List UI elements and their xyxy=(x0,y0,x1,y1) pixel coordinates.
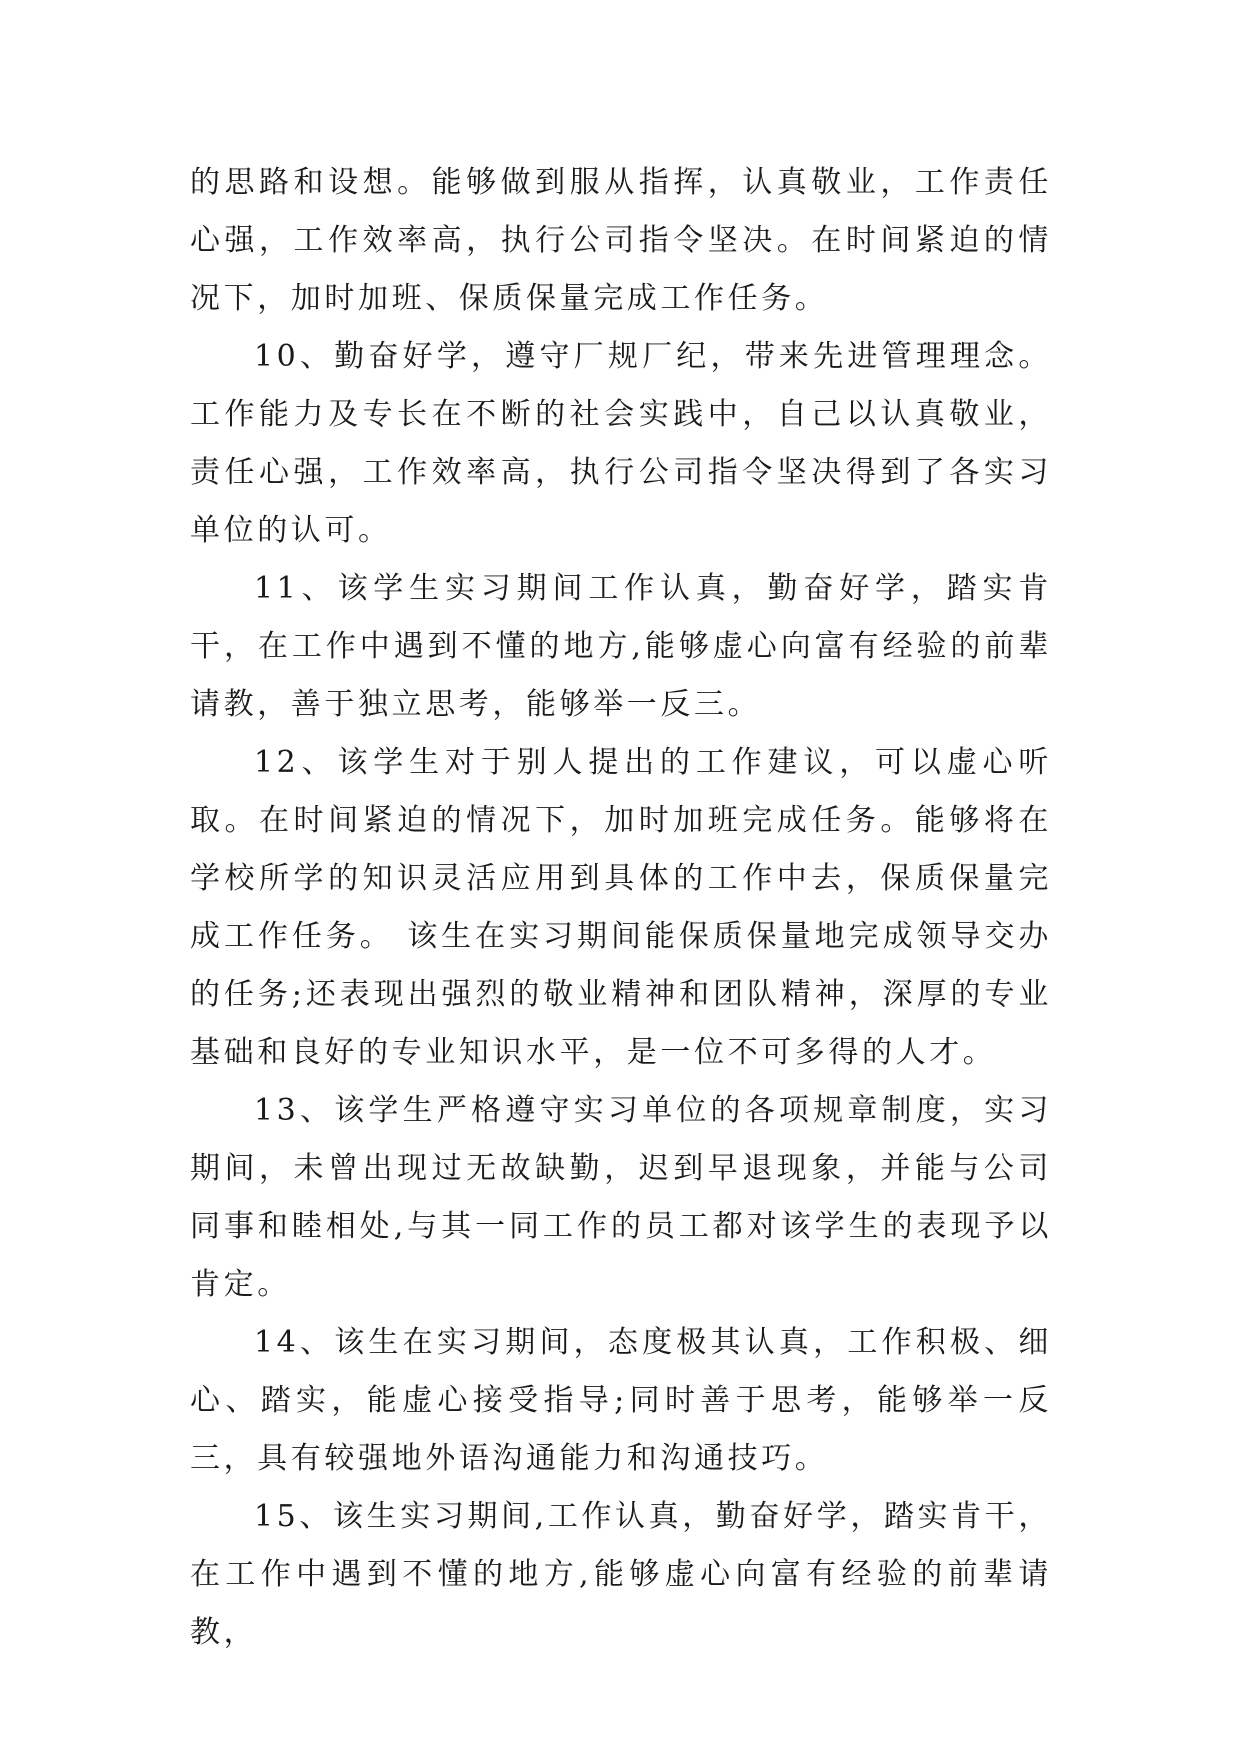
paragraph-item-10: 10、勤奋好学，遵守厂规厂纪，带来先进管理理念。工作能力及专长在不断的社会实践中，自己以认真敬业，责任心强，工作效率高，执行公司指令坚决得到了各实习单位的认可。 xyxy=(190,339,1052,548)
paragraph-continued: 的思路和设想。能够做到服从指挥，认真敬业，工作责任心强，工作效率高，执行公司指令坚决。在时间紧迫的情况下，加时加班、保质保量完成工作任务。 xyxy=(190,165,1052,316)
document-body xyxy=(190,154,1052,1662)
paragraph-item-14: 14、该生在实习期间，态度极其认真，工作积极、细心、踏实，能虚心接受指导;同时善于思考，能够举一反三，具有较强地外语沟通能力和沟通技巧。 xyxy=(190,1325,1052,1476)
paragraph-item-15: 15、该生实习期间,工作认真，勤奋好学，踏实肯干，在工作中遇到不懂的地方,能够虚心向富有经验的前辈请教， xyxy=(190,1499,1052,1650)
paragraph-item-11: 11、该学生实习期间工作认真，勤奋好学，踏实肯干，在工作中遇到不懂的地方,能够虚心向富有经验的前辈请教，善于独立思考，能够举一反三。 xyxy=(190,571,1052,722)
paragraph-item-13: 13、该学生严格遵守实习单位的各项规章制度，实习期间，未曾出现过无故缺勤，迟到早退现象，并能与公司同事和睦相处,与其一同工作的员工都对该学生的表现予以肯定。 xyxy=(190,1093,1052,1302)
paragraph-item-12: 12、该学生对于别人提出的工作建议，可以虚心听取。在时间紧迫的情况下，加时加班完成任务。能够将在学校所学的知识灵活应用到具体的工作中去，保质保量完成工作任务。 该生在实习期间能保质保量地完成领导交办的任务;还表现出强烈的敬业精神和团队精神，深厚的专业基础和良好的专业知识水平，是一位不可多得的人才。 xyxy=(190,745,1052,1070)
